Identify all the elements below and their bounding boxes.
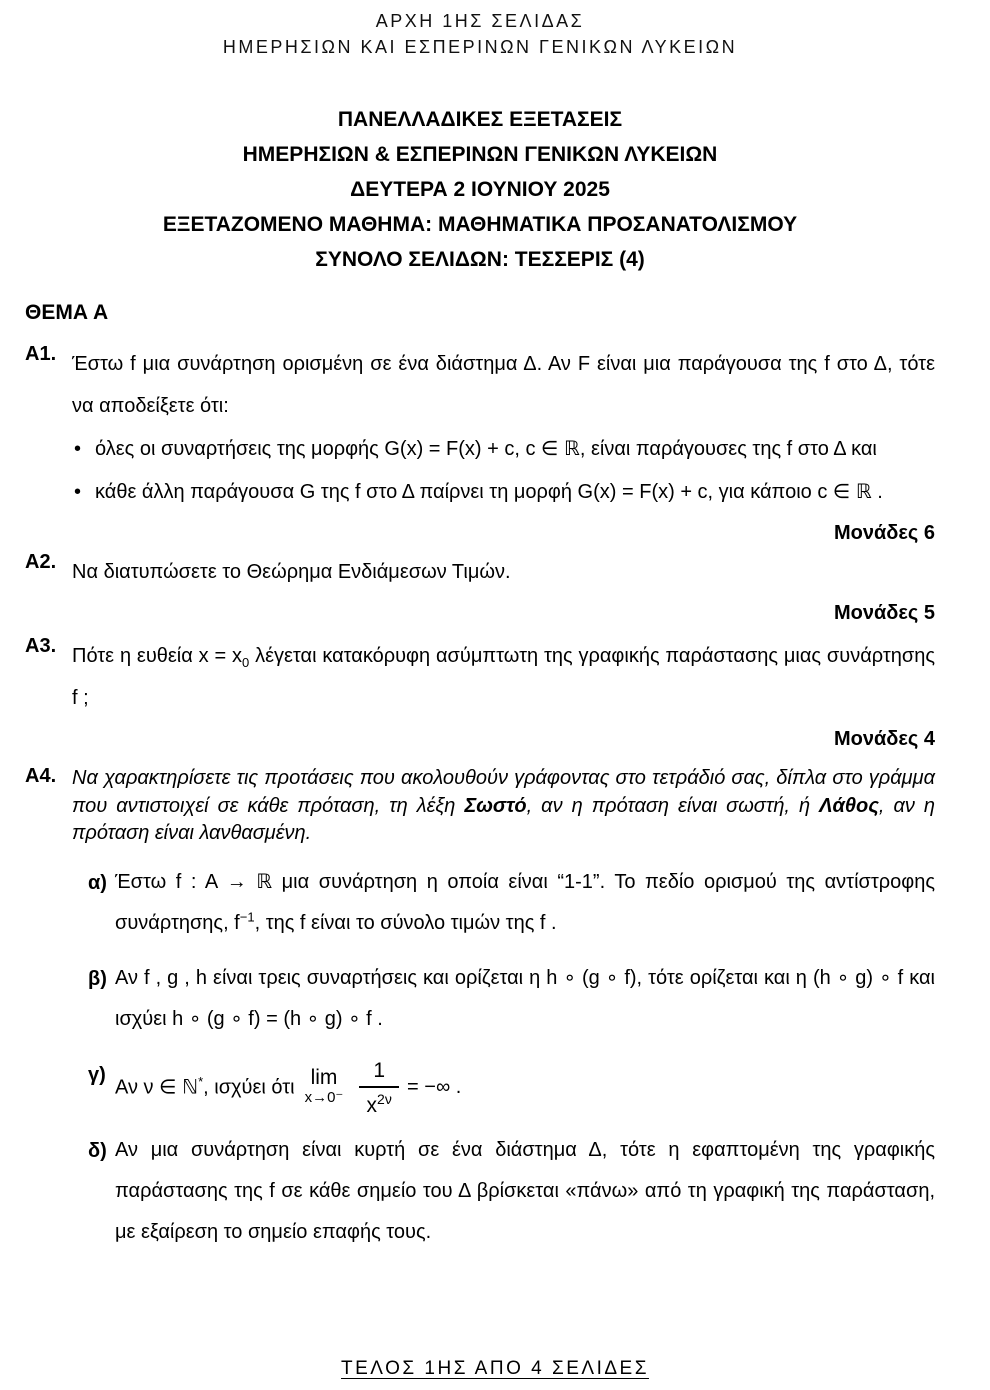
a4-intro [72,765,935,848]
a3-text-part1: Πότε η ευθεία x = x [72,645,242,668]
question-a4-content [72,765,935,1253]
theme-a-heading: ΘΕΜΑ Α [25,301,109,325]
a4-a-part2: , της f είναι το σύνολο τιμών της f . [254,911,557,934]
a4-word-correct: Σωστό [464,794,527,817]
a1-bullet-2: • κάθε άλλη παράγουσα G της f στο Δ παίρνει τη μορφή G(x) = F(x) + c, για κάποιο c ∈ ℝ . [72,472,935,513]
limit-result: = −∞ . [407,1075,462,1098]
question-a4 [25,765,935,1253]
a1-bullet-1: • όλες οι συναρτήσεις της μορφής G(x) = F(x) + c, c ∈ ℝ, είναι παράγουσες της f στο Δ και [72,429,935,470]
a4-c-lead: Αν ν ∈ ℕ [115,1076,199,1099]
question-a3-text [72,635,935,719]
fraction-den-base: x [366,1093,378,1117]
a4-a-inverse-exponent: −1 [239,909,255,925]
question-a1-content [72,343,935,549]
footer-text: ΤΕΛΟΣ 1ΗΣ ΑΠΟ 4 ΣΕΛΙΔΕΣ [341,1358,649,1379]
title-line-exams: ΠΑΝΕΛΛΑΔΙΚΕΣ ΕΞΕΤΑΣΕΙΣ [337,108,623,132]
question-a4-label: Α4. [25,765,57,788]
question-a3-content [72,635,935,755]
natural-star-exponent: * [198,1073,204,1089]
question-a2-label: Α2. [25,551,57,574]
a4-statement-a [88,862,935,944]
a4-statement-b-label: β) [88,967,107,990]
a4-statement-a-label: α) [88,871,107,894]
title-block [25,102,935,277]
a4-statement-d-label: δ) [88,1139,107,1162]
a4-statement-d-text: Αν μια συνάρτηση είναι κυρτή σε ένα διάστημα Δ, τότε η εφαπτομένη της γραφικής παράστασης της f σε κάθε σημείο του Δ βρίσκεται «πάνω» από τη γραφική της παράσταση, με εξαίρεση το σημείο επαφής τους. [115,1138,935,1243]
question-a2-content [72,551,935,629]
title-line-pages: ΣΥΝΟΛΟ ΣΕΛΙΔΩΝ: ΤΕΣΣΕΡΙΣ (4) [315,248,645,272]
a4-intro-part1: Να χαρακτηρίσετε τις προτάσεις που ακολουθούν γράφοντας στο τετράδιό σας, δίπλα στο γράμμα που αντιστοιχεί σε κάθε πρόταση, τη λέξη [72,767,935,817]
fraction-numerator: 1 [359,1058,399,1088]
title-line-subject: ΕΞΕΤΑΖΟΜΕΝΟ ΜΑΘΗΜΑ: ΜΑΘΗΜΑΤΙΚΑ ΠΡΟΣΑΝΑΤΟΛΙΣΜΟΥ [162,213,798,237]
a2-marks: Μονάδες 5 [834,602,935,625]
header-line-1: ΑΡΧΗ 1ΗΣ ΣΕΛΙΔΑΣ [375,11,585,31]
a4-intro-part2: , αν η πρόταση είναι σωστή, ή [526,794,820,817]
limit-block [305,1067,344,1107]
question-a3-label: Α3. [25,635,57,658]
limit-expression [115,1058,935,1116]
a4-a-part1: Έστω f : A → ℝ μια συνάρτηση η οποία είναι “1-1”. Το πεδίο ορισμού της αντίστροφης συνάρτησης, f [115,870,935,934]
fraction-den-exponent: 2ν [377,1090,392,1107]
fraction [359,1058,399,1116]
a4-statement-d [88,1130,935,1253]
a4-statement-a-text [115,862,935,944]
question-a2-text: Να διατυπώσετε το Θεώρημα Ενδιάμεσων Τιμών. [72,561,511,584]
title-line-schools: ΗΜΕΡΗΣΙΩΝ & ΕΣΠΕΡΙΝΩΝ ΓΕΝΙΚΩΝ ΛΥΚΕΙΩΝ [242,143,718,167]
question-a1 [25,343,935,549]
header-line-2: ΗΜΕΡΗΣΙΩΝ ΚΑΙ ΕΣΠΕΡΙΝΩΝ ΓΕΝΙΚΩΝ ΛΥΚΕΙΩΝ [222,37,738,58]
question-a1-text: Έστω f μια συνάρτηση ορισμένη σε ένα διάστημα Δ. Αν F είναι μια παράγουσα της f στο Δ, τότε να αποδείξετε ότι: [72,353,935,418]
a4-statement-c-text [115,1054,935,1116]
a4-statement-c [88,1054,935,1116]
a4-statement-b [88,958,935,1040]
a4-c-mid: , ισχύει ότι [203,1076,295,1099]
a4-c-part1 [115,1074,295,1101]
fraction-denominator [359,1088,399,1116]
question-a2 [25,551,935,629]
a3-x-subscript: 0 [242,655,250,671]
a4-statement-c-label: γ) [88,1063,106,1086]
limit-approach: x→0⁻ [304,1088,344,1106]
limit-operator: lim [310,1065,338,1089]
a4-statement-b-text: Αν f , g , h είναι τρεις συναρτήσεις και ορίζεται η h ∘ (g ∘ f), τότε ορίζεται και η (h ∘ g) ∘ f και ισχύει h ∘ (g ∘ f) = (h ∘ g) ∘ f . [115,966,935,1030]
a1-marks: Μονάδες 6 [834,522,935,545]
title-line-date: ΔΕΥΤΕΡΑ 2 ΙΟΥΝΙΟΥ 2025 [350,178,610,202]
question-a1-label: Α1. [25,343,57,366]
a3-marks: Μονάδες 4 [834,728,935,751]
a1-bullet-list [72,429,935,513]
page-header [25,8,935,60]
a4-word-wrong: Λάθος [819,794,879,817]
question-a3 [25,635,935,755]
a4-intro-part3: , αν η πρόταση είναι λανθασμένη. [72,794,936,845]
a3-text-part2: λέγεται κατακόρυφη ασύμπτωτη της γραφικής παράστασης μιας συνάρτησης f ; [72,645,935,710]
page-footer [0,1358,990,1380]
